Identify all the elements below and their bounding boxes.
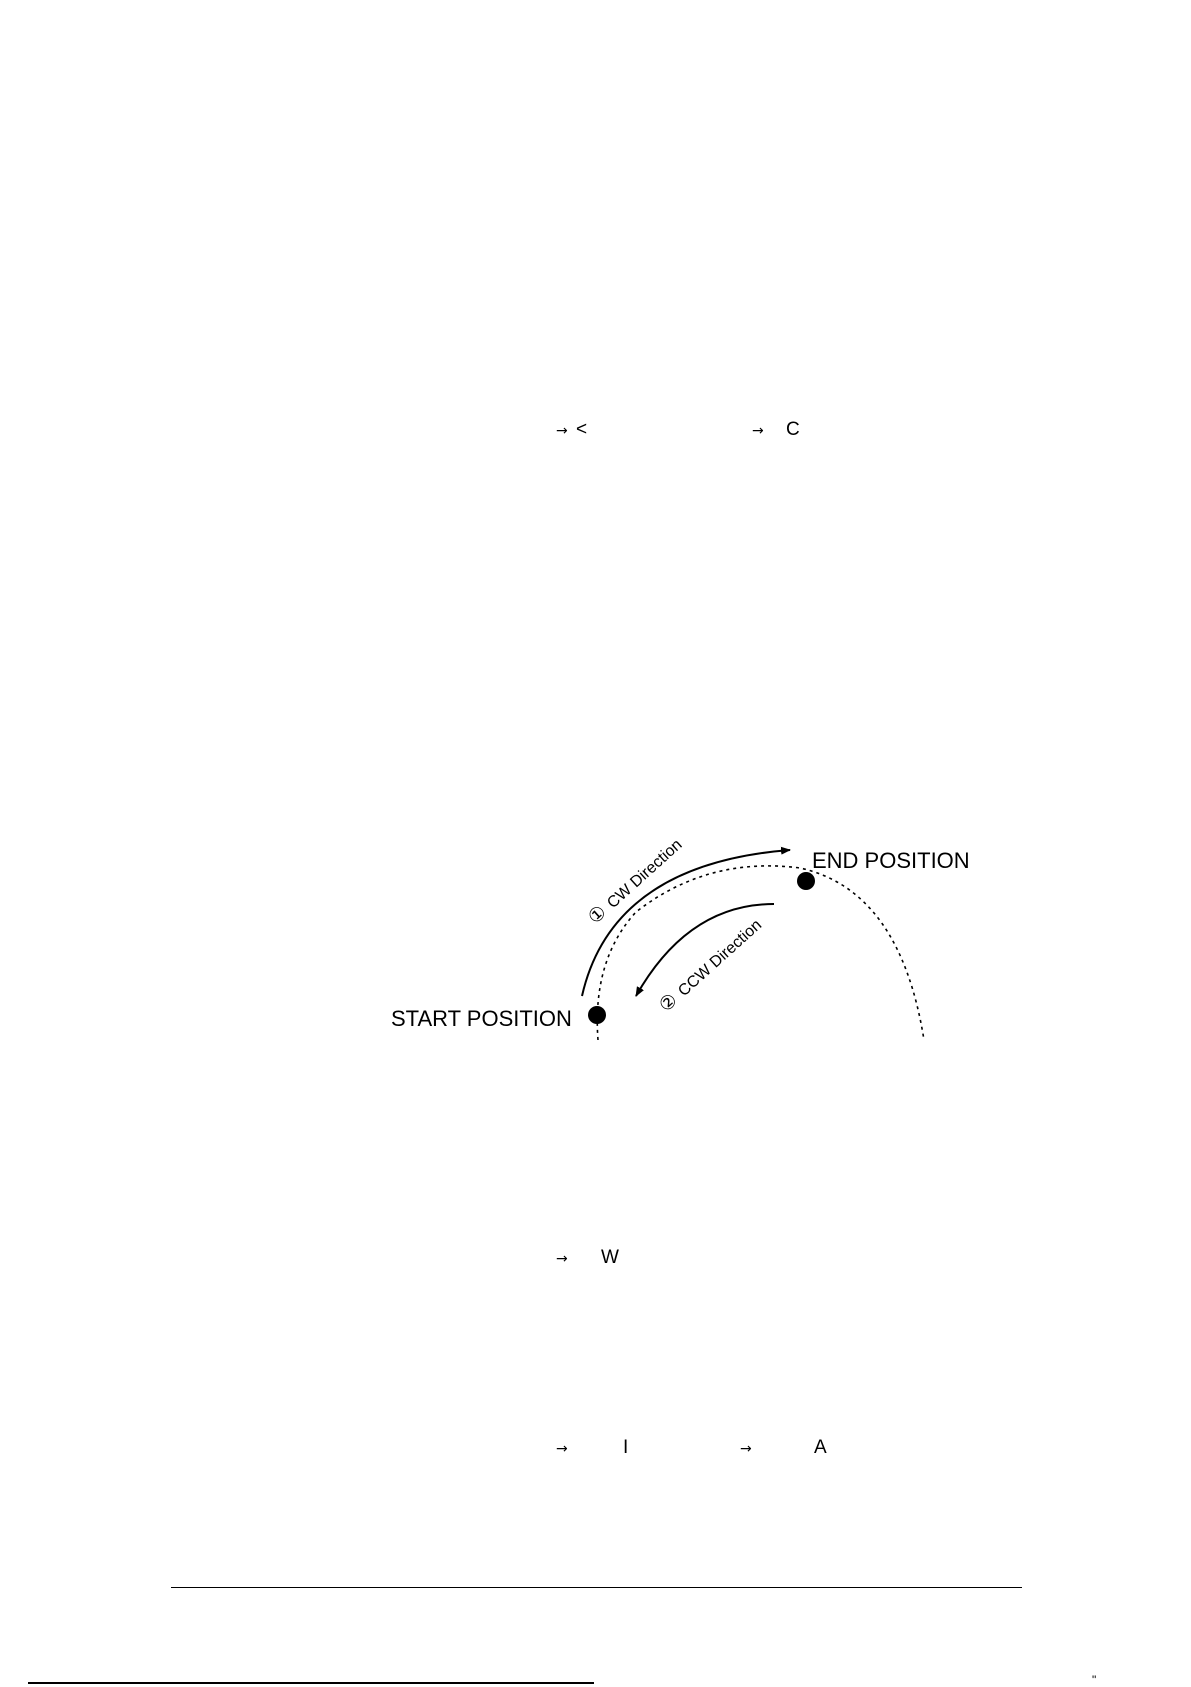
arrow-glyph: →: [556, 1251, 568, 1267]
start-position-label: START POSITION: [391, 1006, 572, 1031]
corner-mark: ": [1092, 1673, 1097, 1687]
text-fragment: A: [814, 1437, 827, 1458]
footer-rule: [171, 1587, 1022, 1588]
end-position-dot: [797, 872, 815, 890]
ccw-marker-icon: ②: [654, 988, 683, 1017]
text-fragment: W: [601, 1247, 619, 1268]
text-fragment: <: [576, 419, 588, 440]
text-fragment: C: [786, 419, 800, 440]
start-position-dot: [588, 1006, 606, 1024]
cw-marker-icon: ①: [583, 900, 612, 929]
arrow-glyph: →: [752, 423, 764, 439]
ccw-direction-label: CCW Direction: [675, 916, 766, 1000]
bottom-rule: [28, 1682, 594, 1684]
arrow-glyph: →: [556, 1441, 568, 1457]
arrow-glyph: →: [556, 423, 568, 439]
motion-path-arc: [597, 866, 924, 1040]
arrow-glyph: →: [740, 1441, 752, 1457]
end-position-label: END POSITION: [812, 848, 970, 873]
cw-direction-label: CW Direction: [604, 836, 686, 912]
text-fragment: I: [623, 1437, 629, 1458]
